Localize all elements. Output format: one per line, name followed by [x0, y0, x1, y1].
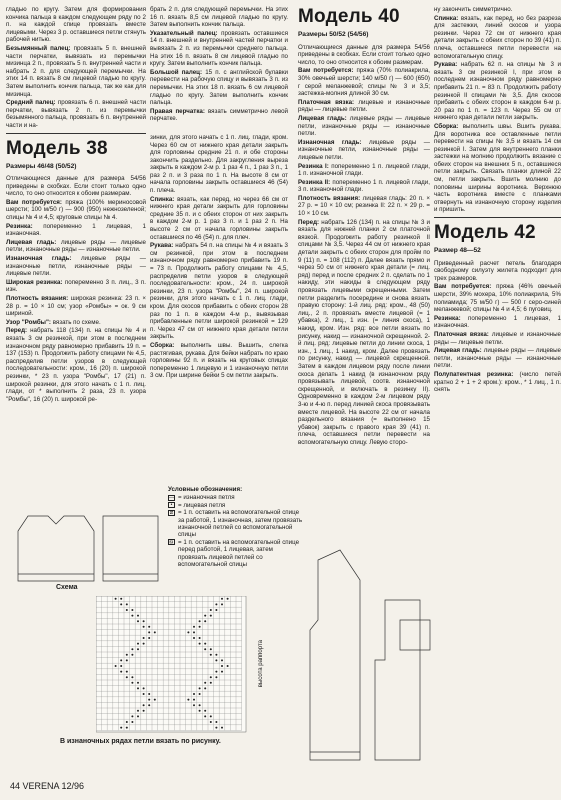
column-4 — [434, 6, 561, 776]
stitch-dot — [210, 648, 212, 650]
text-block: Вам потребуется: пряжа (100% мериносовой шерсти; 100 м/50 г) — 900 (950) нежнозеленой; спицы № 4 и 4,5; круговые спицы № 4. — [6, 198, 146, 222]
legend — [168, 486, 303, 568]
stitch-dot — [199, 704, 201, 706]
stitch-dot — [199, 620, 201, 622]
stitch-dot — [126, 659, 128, 661]
stitch-dot — [120, 727, 122, 729]
text-block: Приведенный расчет петель благодаря свободному силуэту жилета подходит для трех размеров. — [434, 259, 561, 282]
stitch-chart — [96, 596, 256, 736]
stitch-dot — [126, 727, 128, 729]
rapport-height-label: высота раппорта — [258, 640, 264, 688]
stitch-dot — [187, 699, 189, 701]
stitch-dot — [131, 715, 133, 717]
stitch-dot — [126, 654, 128, 656]
stitch-dot — [221, 665, 223, 667]
column-1 — [6, 6, 146, 404]
stitch-dot — [210, 682, 212, 684]
stitch-dot — [143, 643, 145, 645]
stitch-dot — [143, 637, 145, 639]
stitch-dot — [199, 643, 201, 645]
cross-right-symbol-icon: ⧅ — [169, 539, 174, 546]
stitch-dot — [221, 598, 223, 600]
stitch-dot — [126, 609, 128, 611]
stitch-dot — [137, 715, 139, 717]
stitch-dot — [210, 615, 212, 617]
stitch-dot — [143, 693, 145, 695]
stitch-dot — [210, 609, 212, 611]
text-block: Широкая резинка: попеременно 3 п. лиц., 3 п. изн. — [6, 278, 146, 294]
stitch-dot — [204, 710, 206, 712]
cross-left-symbol-icon: ⧄ — [169, 509, 174, 516]
text-block: Отличающиеся данные для размера 54/56 приведены в скобках. Если стоит только одно число, то оно относится к обоим размерам. — [298, 43, 430, 66]
stitch-dot — [193, 693, 195, 695]
stitch-dot — [143, 704, 145, 706]
text-block: Лицевая гладь: лицевые ряды — лицевые петли, изнаночные ряды — изнаночные петли. — [434, 347, 561, 370]
stitch-dot — [221, 659, 223, 661]
text-block: Спинка: вязать, как перед, но без разреза для застежки, линий скосов и узора резинки. Через 72 см от нижнего края детали закрыть с обеих сторон по 39 (41) п. плеча, оставшиеся петли перевести на вспомогательную спицу. — [434, 14, 561, 60]
text-block: Изнаночная гладь: лицевые ряды — изнаночные петли, изнаночные ряды — лицевые петли. — [298, 138, 430, 161]
stitch-dot — [215, 654, 217, 656]
text-block: Безымянный палец: провязать 5 п. внешней части перчатки, вывязать из перемычки мизинца 2 п., провязать 5 п. внутренней части и набрать 2 п. для следующей перемычки. На этих 14 п. вязать 8 см лицевой гладью по кругу. Затем выполнить кончик пальца, так же как для мизинца. — [6, 44, 146, 98]
stitch-dot — [143, 626, 145, 628]
stitch-dot — [215, 727, 217, 729]
text-block: Сборка: выполнить швы. Вшить рукава. Для воротника все оставленные петли перевести на спицы № 3,5 и вязать 14 см резинкой I. Затем для внутреннего планки застежки на молнию продолжить вязание с обеих сторон на внешних 5 п., оставшиеся петли закрыть. Связать планки длиной 22 см, петли закрыть. Вшить молнию до половины ширины воротника. Верхнюю часть воротника вместе с планками отвернуть на изнаночную сторону изделия и пришить. — [434, 122, 561, 214]
text-block: Перед: набрать 126 (134) п. на спицы № 3 и вязать для нижней планки 2 см платочной вязкой. Продолжить работу резинкой II спицами № 3,5. Через 44 см от нижнего края детали закрыть с обеих сторон для пройм по 9 (11) п. = 108 (112) п. Далее вязать прямо и через 50 см от нижнего края детали (= лиц. ряд) перед и после средних 2 п. сделать по 1 накиду, эти накиды в следующем ряду провязать лицевыми скрещенными. Затем петли разделить посередине и снова вязать правую сторону: 1-й лиц. ряд: кром., 48 (50) лиц., 2 п. провязать вместе лицевой (= 1 убавка), 2 лиц., 1 изн. (= линия скоса), 1 накид, кром. Изн. ряд: все петли вязать по рисунку, накид — изнаночной скрещенной. 2-й лиц. ряд: лицевые петли до линии скоса, 1 изн., 1 лиц., 1 накид, кром. Далее провязать по рисунку, накид — лицевой скрещенной. Затем в каждом лицевом ряду после линии скоса делать 1 накид (в изнаночном ряду провязывать лицевой, соотв. изнаночной скрещенной, и включать в резинку II). Одновременно в каждом 2-м лицевом ряду 3-ю и 4-ю п. перед линией скоса провязывать вместе лицевой. На высоте 22 см от начала раздельного вязания (= выполнено 15 убавок) закрыть с правого края 39 (41) п. плеча, оставшиеся петли перевести на вспомогательную спицу. Левую сторо- — [298, 218, 430, 446]
page-footer: 44 VERENA 12/96 — [10, 781, 85, 791]
text-block: Резинка: попеременно 1 лицевая, 1 изнаночная. — [434, 314, 561, 330]
text-block: Плотность вязания: широкая резинка: 23 п. × 28 р. = 10 × 10 см; узор «Ромбы» = ок. 9 см шириной. — [6, 295, 146, 318]
stitch-dot — [210, 654, 212, 656]
stitch-dot — [131, 721, 133, 723]
legend-item: — = изнаночная петля — [169, 494, 235, 502]
stitch-dot — [193, 699, 195, 701]
stitch-dot — [204, 648, 206, 650]
model-38-title: Модель 38 — [6, 137, 108, 159]
stitch-dot — [204, 620, 206, 622]
model-42-sizes: Размер 48—52 — [434, 247, 481, 255]
stitch-dot — [137, 620, 139, 622]
schema-note: В изнаночных рядах петли вязать по рисунку. — [60, 738, 221, 745]
text-block: Лицевая гладь: лицевые ряды — лицевые петли, изнаночные ряды — изнаночные петли. — [6, 238, 146, 254]
stitch-dot — [199, 693, 201, 695]
legend-item: • = лицевая петля — [168, 502, 303, 509]
text-block: ну закончить симметрично. — [434, 6, 513, 13]
text-block: Плотность вязания: лицевая гладь: 20 п. × 27 р. = 10 × 10 см; резинка II: 22 п. × 29 р. = 10 × 10 см. — [298, 194, 430, 218]
text-block: гладью по кругу. Затем для формирования кончика пальца в каждом следующем ряду по 2 п. на каждой спице провязать вместе лицевыми. Через 3 р. оставшиеся петли стянуть рабочей нитью. — [6, 6, 146, 44]
text-block: Перед: набрать 118 (134) п. на спицы № 4 и вязать 3 см резинкой, при этом в последнем изнаночном ряду равномерно прибавить 19 п. = 137 (153) п. Продолжить работу спицами № 4,5, распределив петли узоров в следующей последовательности: кром., 16 (20) п. широкой резинки, * 23 п. узора "Ромбы", 17 (21) п. широкой резинки, для этого начать с 1 п. лиц. глади, от * выполнить 2 раза, 23 п. узора "Ромбы", 16 (20) п. широкой ре- — [6, 327, 146, 403]
stitch-dot — [143, 687, 145, 689]
text-block: Лицевая гладь: лицевые ряды — лицевые петли, изнаночные ряды — изнаночные петли. — [298, 114, 430, 138]
stitch-dot — [154, 699, 156, 701]
stitch-dot — [131, 654, 133, 656]
stitch-dot — [199, 687, 201, 689]
text-block: Вам потребуется: пряжа (70% полиакрила, 30% овечьей шерсти; 140 м/50 г) — 600 (650) г серой меланжевой; спицы № 3 и 3,5; застежка-молния длиной 30 см. — [298, 67, 430, 98]
stitch-dot — [126, 671, 128, 673]
stitch-dot — [131, 609, 133, 611]
stitch-dot — [204, 715, 206, 717]
stitch-dot — [215, 671, 217, 673]
text-block: Платочная вязка: лицевые и изнаночные ряды — лицевые петли. — [298, 98, 430, 114]
divider — [434, 217, 561, 218]
stitch-dot — [199, 637, 201, 639]
text-block: Большой палец: 15 п. с английской булавки перевести на рабочую спицу и вывязать 3 п. из перемычки. На этих 18 п. вязать 6 см лицевой гладью по кругу. Затем выполнить кончик пальца. — [150, 68, 288, 107]
purl-symbol-icon: — — [169, 494, 174, 501]
text-block: Средний палец: провязать 6 п. внешней части перчатки, вывязать 2 п. из перемычки безымянного пальца, провязать 6 п. внутренней части и на- — [6, 99, 146, 129]
stitch-dot — [221, 671, 223, 673]
model-38-pattern-drawing — [8, 506, 168, 586]
stitch-dot — [126, 603, 128, 605]
column-2 — [150, 6, 288, 484]
stitch-dot — [199, 710, 201, 712]
legend-item: ⧄ = 1 п. оставить на вспомогательной спице за работой, 1 изнаночная, затем провязать изнаночной петлей со вспомогательной спицы — [169, 509, 303, 539]
stitch-dot — [115, 598, 117, 600]
stitch-dot — [131, 682, 133, 684]
text-block: Спинка: вязать, как перед, но через 66 см от нижнего края детали закрыть для горловины средние 35 п. и с обеих сторон от них закрыть в каждом 2-м р. 1 раз 3 п. и 1 раз 2 п. На высоте 2 см от начала горловины закрыть оставшиеся по 46 (54) п. для плеч. — [150, 195, 288, 241]
stitch-dot — [204, 615, 206, 617]
stitch-dot — [120, 671, 122, 673]
text-block: Сборка: выполнить швы. Вышить, слегка растягивая, рукава. Для бейки набрать по краю горловины 92 п. и вязать на круговых спицах попеременно 1 лицевую и 1 изнаночную петли 3 см. При ширине бейки 5 см петли закрыть. — [150, 341, 288, 380]
stitch-dot — [137, 687, 139, 689]
stitch-dot — [131, 676, 133, 678]
text-block: зинки, для этого начать с 1 п. лиц. глади, кром. Через 60 см от нижнего края детали закрыть для горловины средние 21 п. и обе стороны закончить раздельно. Для закругления выреза закрыть в каждом 2-м р. 1 раз 4 п., 1 раз 3 п., 1 раз 2 п. и 3 раза по 1 п. На высоте 8 см от начала горловины закрыть оставшиеся 46 (54) п. плеча. — [150, 133, 288, 195]
text-block: Резинка I: попеременно 1 п. лицевой глади, 1 п. изнаночной глади. — [298, 162, 430, 178]
stitch-dot — [148, 699, 150, 701]
text-block: Вам потребуется: пряжа (46% овечьей шерсти, 39% мохера, 10% полиакрила, 5% полиамида; 75 м/50 г) — 500 г серо-синей меланжевой; спицы № 4 и 4,5; 6 пуговиц. — [434, 283, 561, 314]
model-40-pattern-drawing — [300, 540, 440, 770]
stitch-dot — [204, 643, 206, 645]
model-38-sizes: Размеры 46/48 (50/52) — [6, 162, 77, 170]
stitch-dot — [120, 603, 122, 605]
text-block: Полупатентная резинка: (число петей кратно 2 + 1 + 2 кром.): кром., * 1 лиц., 1 п. снять — [434, 370, 561, 394]
stitch-dot — [204, 682, 206, 684]
stitch-dot — [193, 631, 195, 633]
stitch-dot — [126, 676, 128, 678]
stitch-dot — [215, 609, 217, 611]
divider — [6, 133, 146, 134]
stitch-dot — [148, 631, 150, 633]
text-block: Резинка II: попеременно 1 п. лицевой глади, 3 п. изнаночной глади. — [298, 178, 430, 194]
stitch-dot — [148, 704, 150, 706]
text-block: брать 2 п. для следующей перемычки. На этих 16 п. вязать 8,5 см лицевой гладью по кругу. Затем выполнить кончик пальца. — [150, 6, 288, 29]
knit-symbol-icon: • — [168, 502, 175, 508]
text-block: Платочная вязка: лицевые и изнаночные ряды — лицевые петли. — [434, 330, 561, 346]
stitch-dot — [193, 637, 195, 639]
stitch-dot — [221, 727, 223, 729]
stitch-dot — [215, 676, 217, 678]
model-40-title: Модель 40 — [298, 6, 400, 27]
stitch-dot — [215, 659, 217, 661]
stitch-dot — [148, 693, 150, 695]
legend-item: ⧅ = 1 п. оставить на вспомогательной спице перед работой, 1 лицевая, затем провязать лицевой петлей со вспомогательной спицы — [169, 538, 300, 569]
stitch-dot — [204, 687, 206, 689]
text-block: Отличающиеся данные для размера 54/56 приведены в скобках. Если стоит только одно число, то оно относится к обоим размерам. — [6, 175, 146, 198]
stitch-dot — [143, 620, 145, 622]
schema-title: Схема — [56, 584, 78, 591]
stitch-dot — [215, 721, 217, 723]
text-block: Рукава: набрать 62 п. на спицы № 3 и вязать 3 см резинкой I, при этом в последнем изнаночном ряду равномерно прибавить 21 п. = 83 п. Продолжить работу резинкой II спицами № 3,5. Для скосов прибавить с обеих сторон в каждом 6-м р. 20 раз по 1 п. = 123 п. Через 55 см от нижнего края детали петли закрыть. — [434, 61, 561, 122]
stitch-dot — [120, 598, 122, 600]
stitch-dot — [187, 631, 189, 633]
text-block: Изнаночная гладь: лицевые ряды — изнаночные петли, изнаночные ряды — лицевые петли. — [6, 255, 146, 278]
stitch-dot — [210, 721, 212, 723]
stitch-dot — [215, 603, 217, 605]
stitch-dot — [131, 648, 133, 650]
stitch-dot — [221, 603, 223, 605]
model-42-title: Модель 42 — [434, 222, 536, 244]
legend-title: Условные обозначения: — [168, 486, 243, 493]
model-40-sizes: Размеры 50/52 (54/56) — [298, 31, 369, 38]
stitch-dot — [137, 643, 139, 645]
text-block: Резинка: попеременно 1 лицевая, 1 изнаночная. — [6, 222, 146, 238]
stitch-dot — [199, 626, 201, 628]
text-block: Правая перчатка: вязать симметрично левой перчатке. — [150, 107, 288, 123]
stitch-dot — [137, 710, 139, 712]
stitch-dot — [154, 631, 156, 633]
text-block: Рукава: набрать 54 п. на спицы № 4 и вязать 3 см резинкой, при этом в последнем изнаночном ряду равномерно прибавить 19 п. = 73 п. Продолжить работу спицами № 4,5, распределив петли узоров в следующей последовательности: кром., 24 п. широкой резинки, 23 п. узора "Ромбы", 24 п. широкой резинки, для этого начать с 1 п. лиц. глади, кром. Для скосов прибавить с обеих сторон 28 раз по 1 п. в каждом 4-м р., вывязывая прибавленные петли широкой резинкой = 129 п. Через 47 см от нижнего края детали петли закрыть. — [150, 242, 288, 341]
column-3 — [298, 6, 430, 526]
stitch-dot — [210, 715, 212, 717]
stitch-dot — [115, 665, 117, 667]
text-block: Указательный палец: провязать оставшиеся 14 п. внешней и внутренней частей перчатки и вывязать 2 п. из перемычки среднего пальца. На этих 16 п. вязать 8 см лицевой гладью по кругу. Затем выполнить кончик пальца. — [150, 29, 288, 68]
stitch-dot — [193, 626, 195, 628]
stitch-dot — [137, 615, 139, 617]
stitch-dot — [143, 710, 145, 712]
stitch-dot — [210, 676, 212, 678]
stitch-dot — [227, 665, 229, 667]
stitch-dot — [137, 648, 139, 650]
stitch-dot — [227, 598, 229, 600]
stitch-dot — [148, 637, 150, 639]
stitch-dot — [126, 721, 128, 723]
stitch-dot — [120, 659, 122, 661]
text-block: Узор "Ромбы": вязать по схеме. — [6, 318, 101, 326]
stitch-dot — [120, 665, 122, 667]
stitch-dot — [131, 615, 133, 617]
stitch-dot — [137, 682, 139, 684]
stitch-dot — [148, 626, 150, 628]
stitch-dot — [193, 704, 195, 706]
